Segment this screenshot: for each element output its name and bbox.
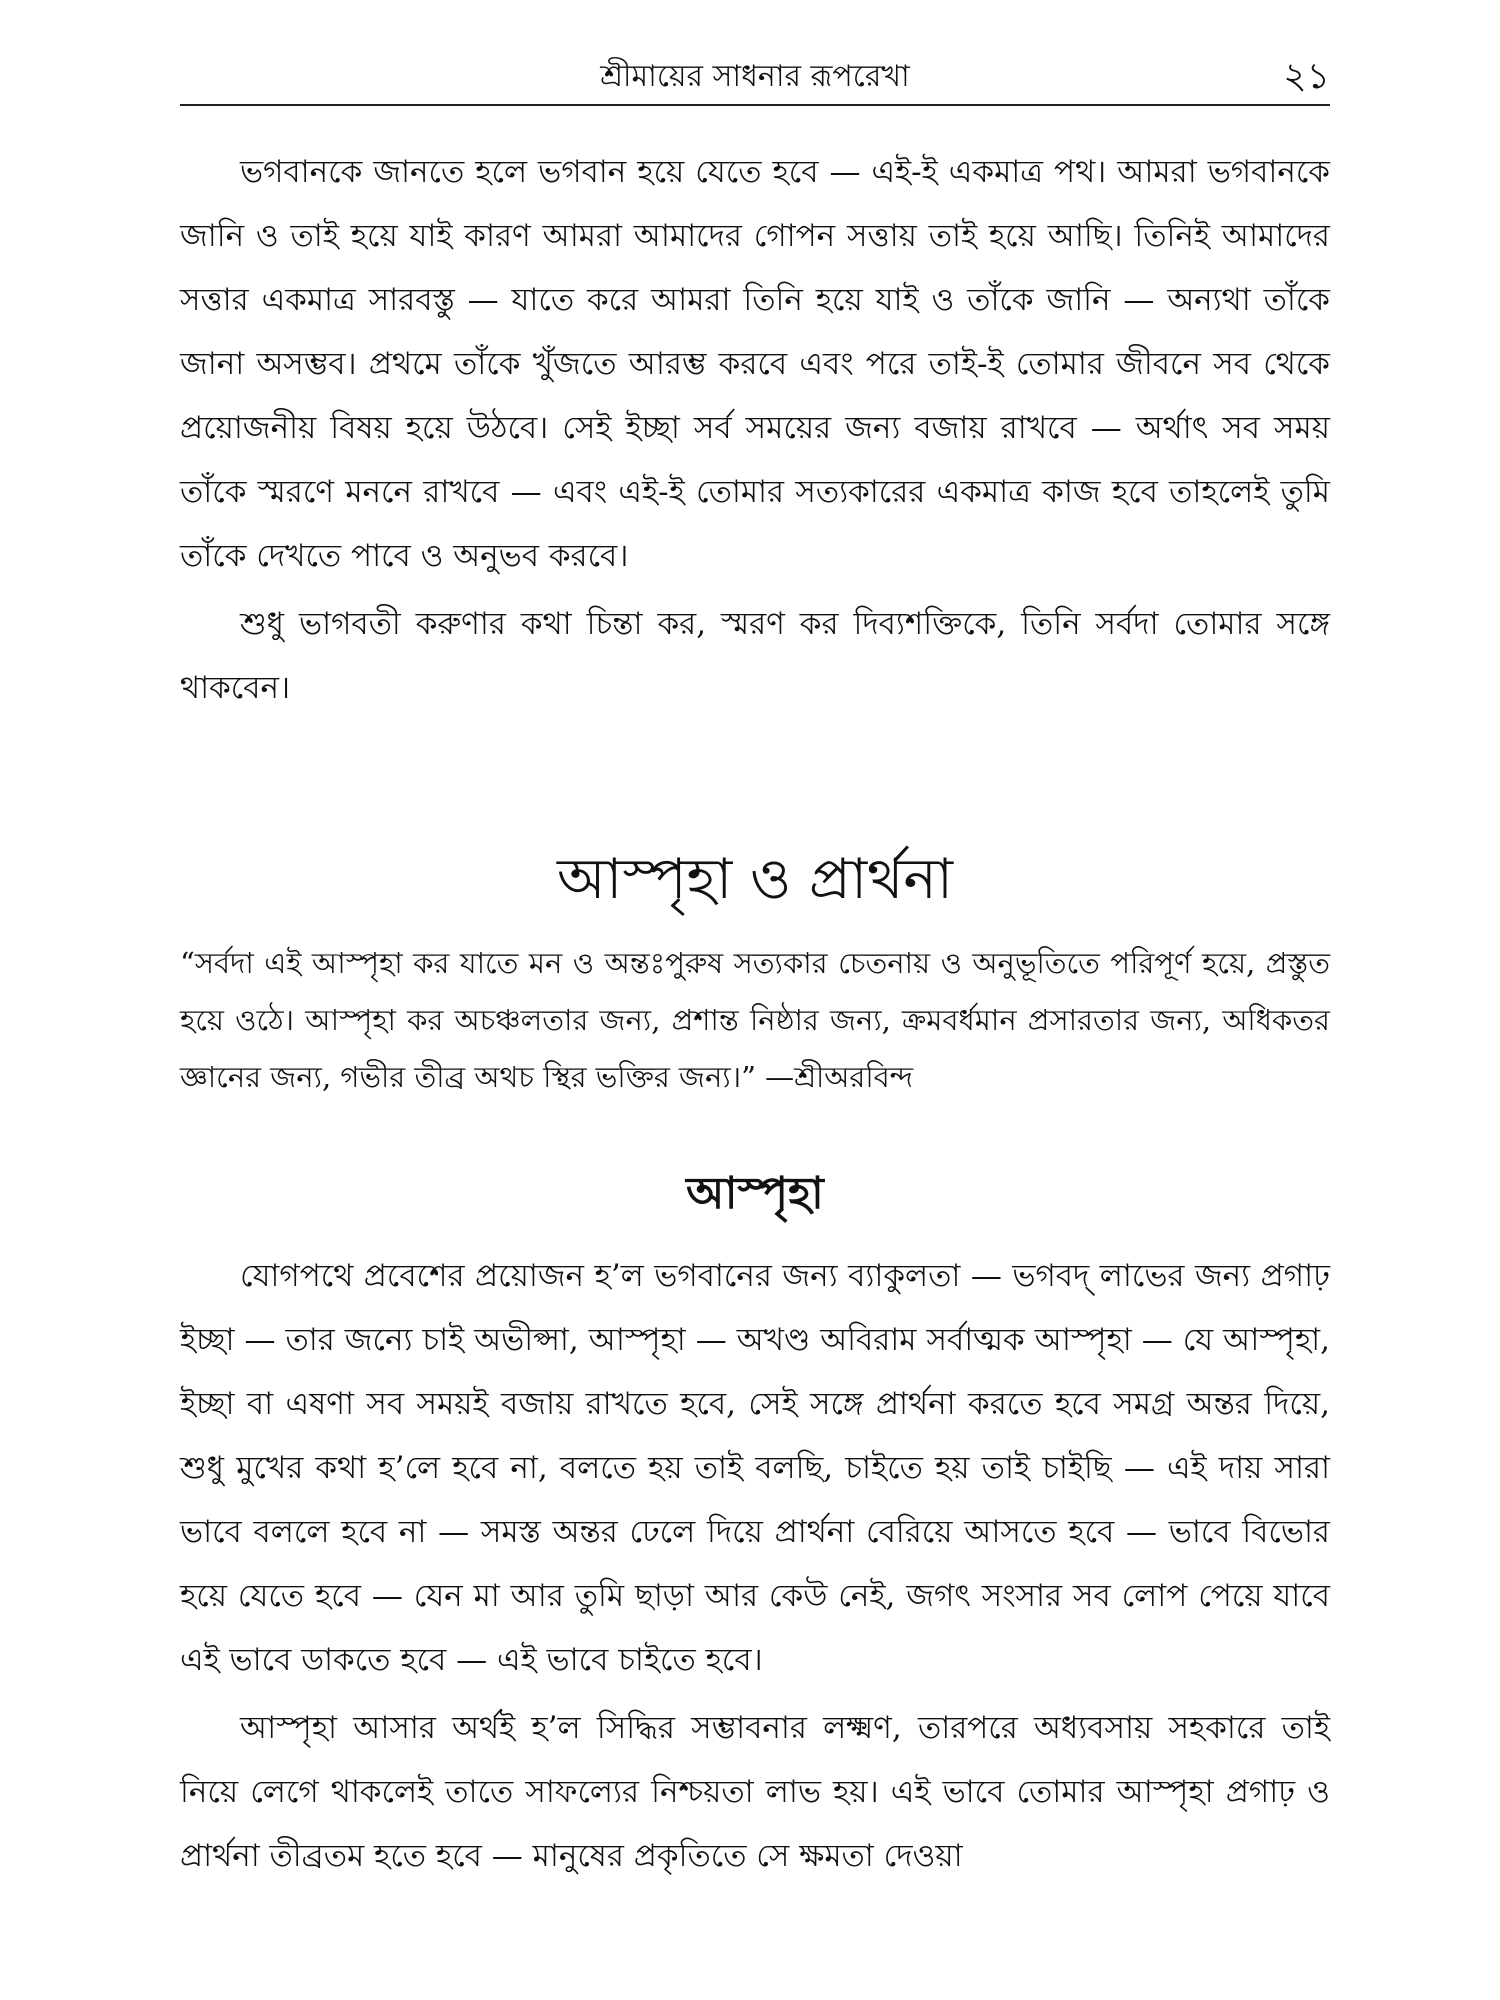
- page-number: ২১: [1283, 56, 1330, 97]
- epigraph-quote: “সর্বদা এই আস্পৃহা কর যাতে মন ও অন্তঃপুরুষ সত্যকার চেতনায় ও অনুভূতিতে পরিপূর্ণ হয়ে, প্রস্তুত হয়ে ওঠে। আস্পৃহা কর অচঞ্চলতার জন্য, প্রশান্ত নিষ্ঠার জন্য, ক্রমবর্ধমান প্রসারতার জন্য, অধিকতর জ্ঞানের জন্য, গভীর তীব্র অথচ স্থির ভক্তির জন্য।” —শ্রীঅরবিন্দ: [180, 946, 1330, 1094]
- body-paragraph: আস্পৃহা আসার অর্থই হ’ল সিদ্ধির সম্ভাবনার লক্ষ্মণ, তারপরে অধ্যবসায় সহকারে তাই নিয়ে লেগে থাকলেই তাতে সাফল্যের নিশ্চয়তা লাভ হয়। এই ভাবে তোমার আস্পৃহা প্রগাঢ় ও প্রার্থনা তীব্রতম হতে হবে — মানুষের প্রকৃতিতে সে ক্ষমতা দেওয়া: [180, 1710, 1330, 1874]
- body-paragraph: ভগবানকে জানতে হলে ভগবান হয়ে যেতে হবে — এই-ই একমাত্র পথ। আমরা ভগবানকে জানি ও তাই হয়ে যাই কারণ আমরা আমাদের গোপন সত্তায় তাই হয়ে আছি। তিনিই আমাদের সত্তার একমাত্র সারবস্তু — যাতে করে আমরা তিনি হয়ে যাই ও তাঁকে জানি — অন্যথা তাঁকে জানা অসম্ভব। প্রথমে তাঁকে খুঁজতে আরম্ভ করবে এবং পরে তাই-ই তোমার জীবনে সব থেকে প্রয়োজনীয় বিষয় হয়ে উঠবে। সেই ইচ্ছা সর্ব সময়ের জন্য বজায় রাখবে — অর্থাৎ সব সময় তাঁকে স্মরণে মননে রাখবে — এবং এই-ই তোমার সত্যকারের একমাত্র কাজ হবে তাহলেই তুমি তাঁকে দেখতে পাবে ও অনুভব করবে।: [180, 154, 1330, 574]
- page-body: [180, 140, 1330, 1888]
- body-paragraph: শুধু ভাগবতী করুণার কথা চিন্তা কর, স্মরণ কর দিব্যশক্তিকে, তিনি সর্বদা তোমার সঙ্গে থাকবেন।: [180, 606, 1330, 706]
- header-rule: [180, 104, 1330, 106]
- running-title: শ্রীমায়ের সাধনার রূপরেখা: [600, 59, 910, 94]
- subsection-title: আস্পৃহা: [686, 1168, 824, 1219]
- body-paragraph: যোগপথে প্রবেশের প্রয়োজন হ’ল ভগবানের জন্য ব্যাকুলতা — ভগবদ্ লাভের জন্য প্রগাঢ় ইচ্ছা — তার জন্যে চাই অভীপ্সা, আস্পৃহা — অখণ্ড অবিরাম সর্বাত্মক আস্পৃহা — যে আস্পৃহা, ইচ্ছা বা এষণা সব সময়ই বজায় রাখতে হবে, সেই সঙ্গে প্রার্থনা করতে হবে সমগ্র অন্তর দিয়ে, শুধু মুখের কথা হ’লে হবে না, বলতে হয় তাই বলছি, চাইতে হয় তাই চাইছি — এই দায় সারা ভাবে বললে হবে না — সমস্ত অন্তর ঢেলে দিয়ে প্রার্থনা বেরিয়ে আসতে হবে — ভাবে বিভোর হয়ে যেতে হবে — যেন মা আর তুমি ছাড়া আর কেউ নেই, জগৎ সংসার সব লোপ পেয়ে যাবে এই ভাবে ডাকতে হবে — এই ভাবে চাইতে হবে।: [180, 1258, 1330, 1678]
- running-head: [180, 52, 1330, 102]
- chapter-title: আস্পৃহা ও প্রার্থনা: [557, 847, 953, 912]
